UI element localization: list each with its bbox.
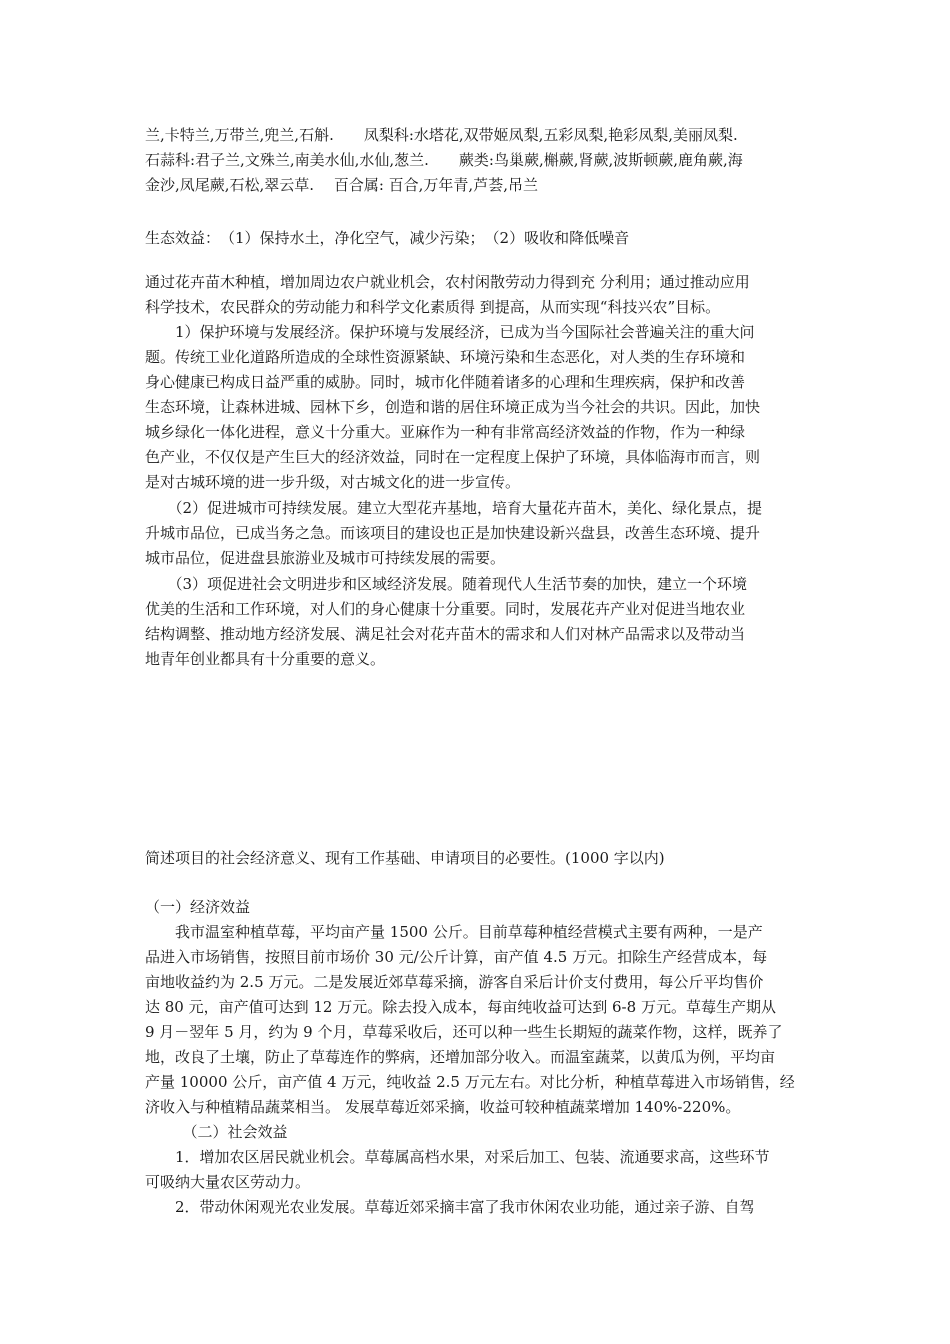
economic-benefit-heading xyxy=(145,895,810,920)
plant-list-paragraph xyxy=(145,123,810,198)
section-question xyxy=(145,846,810,871)
text-line: 身心健康已构成日益严重的威胁。同时，城市化伴随着诸多的心理和生理疾病，保护和改善 xyxy=(145,373,746,391)
text-line: 1．增加农区居民就业机会。草莓属高档水果，对采后加工、包装、流通要求高，这些环节 xyxy=(145,1148,770,1166)
social-benefit-item-2 xyxy=(145,1195,810,1220)
employment-paragraph xyxy=(145,270,810,320)
text-line: 城市品位，促进盘县旅游业及城市可持续发展的需要。 xyxy=(145,549,506,567)
text-line: 生态环境，让森林进城、园林下乡，创造和谐的居住环境正成为当今社会的共识。因此，加快 xyxy=(145,398,761,416)
text-line: 升城市品位，已成当务之急。而该项目的建设也正是加快建设新兴盘县，改善生态环境、提升 xyxy=(145,524,761,542)
text-line: 品进入市场销售，按照目前市场价 30 元/公斤计算，亩产值 4.5 万元。扣除生产经营成本，每 xyxy=(145,948,768,966)
text-line: 2．带动休闲观光农业发展。草莓近郊采摘丰富了我市休闲农业功能，通过亲子游、自驾 xyxy=(145,1198,755,1216)
text-line: （2）促进城市可持续发展。建立大型花卉基地，培育大量花卉苗木，美化、绿化景点，提 xyxy=(145,499,763,517)
text-line: 结构调整、推动地方经济发展、满足社会对花卉苗木的需求和人们对林产品需求以及带动当 xyxy=(145,625,746,643)
text-line: 地青年创业都具有十分重要的意义。 xyxy=(145,650,386,668)
text-line: 科学技术，农民群众的劳动能力和科学文化素质得 到提高，从而实现“科技兴农”目标。 xyxy=(145,298,721,316)
text-line: 1）保护环境与发展经济。保护环境与发展经济，已成为当今国际社会普遍关注的重大问 xyxy=(145,323,755,341)
text-line: （二）社会效益 xyxy=(145,1123,288,1141)
text-line: 9 月－翌年 5 月，约为 9 个月，草莓采收后，还可以种一些生长期短的蔬菜作物，这样，既养了 xyxy=(145,1023,783,1041)
text-line: 题。传统工业化道路所造成的全球性资源紧缺、环境污染和生态恶化，对人类的生存环境和 xyxy=(145,348,746,366)
economic-benefit-paragraph xyxy=(145,920,810,1120)
text-line: 我市温室种植草莓，平均亩产量 1500 公斤。目前草莓种植经营模式主要有两种，一是产 xyxy=(145,923,763,941)
environment-paragraph xyxy=(145,320,810,495)
social-benefit-item-1 xyxy=(145,1145,810,1195)
text-line: 生态效益： （1）保持水土，净化空气，减少污染； （2）吸收和降低噪音 xyxy=(145,229,630,247)
text-line: 济收入与种植精品蔬菜相当。 发展草莓近郊采摘，收益可较种植蔬菜增加 140%-220%。 xyxy=(145,1098,741,1116)
city-development-paragraph xyxy=(145,496,810,571)
text-line: 优美的生活和工作环境，对人们的身心健康十分重要。同时，发展花卉产业对促进当地农业 xyxy=(145,600,746,618)
text-line: 简述项目的社会经济意义、现有工作基础、申请项目的必要性。(1000 字以内) xyxy=(145,849,665,867)
social-benefit-heading xyxy=(145,1120,810,1145)
text-line: 通过花卉苗木种植，增加周边农户就业机会，农村闲散劳动力得到充 分利用；通过推动应用 xyxy=(145,273,750,291)
text-line: （一）经济效益 xyxy=(145,898,251,916)
text-line: 可吸纳大量农区劳动力。 xyxy=(145,1173,311,1191)
civilization-paragraph xyxy=(145,572,810,672)
text-line: 地，改良了土壤，防止了草莓连作的弊病，还增加部分收入。而温室蔬菜，以黄瓜为例，平均亩 xyxy=(145,1048,776,1066)
text-line: 是对古城环境的进一步升级，对古城文化的进一步宣传。 xyxy=(145,473,521,491)
text-line: 兰,卡特兰,万带兰,兜兰,石斛. 凤梨科:水塔花,双带姬凤梨,五彩凤梨,艳彩凤梨,美丽凤梨. xyxy=(145,126,738,144)
text-line: 金沙,凤尾蕨,石松,翠云草. 百合属: 百合,万年青,芦荟,吊兰 xyxy=(145,176,538,194)
text-line: 达 80 元，亩产值可达到 12 万元。除去投入成本，每亩纯收益可达到 6-8 万元。草莓生产期从 xyxy=(145,998,776,1016)
text-line: 色产业，不仅仅是产生巨大的经济效益，同时在一定程度上保护了环境，具体临海市而言，则 xyxy=(145,448,761,466)
eco-benefit-line xyxy=(145,226,810,251)
text-line: 石蒜科:君子兰,文殊兰,南美水仙,水仙,葱兰. 蕨类:鸟巢蕨,槲蕨,肾蕨,波斯顿蕨,鹿角蕨,海 xyxy=(145,151,743,169)
text-line: （3）项促进社会文明进步和区域经济发展。随着现代人生活节奏的加快，建立一个环境 xyxy=(145,575,748,593)
text-line: 城乡绿化一体化进程，意义十分重大。亚麻作为一种有非常高经济效益的作物，作为一种绿 xyxy=(145,423,746,441)
text-line: 产量 10000 公斤，亩产值 4 万元，纯收益 2.5 万元左右。对比分析，种植草莓进入市场销售，经 xyxy=(145,1073,795,1091)
text-line: 亩地收益约为 2.5 万元。二是发展近郊草莓采摘，游客自采后计价支付费用，每公斤平均售价 xyxy=(145,973,764,991)
